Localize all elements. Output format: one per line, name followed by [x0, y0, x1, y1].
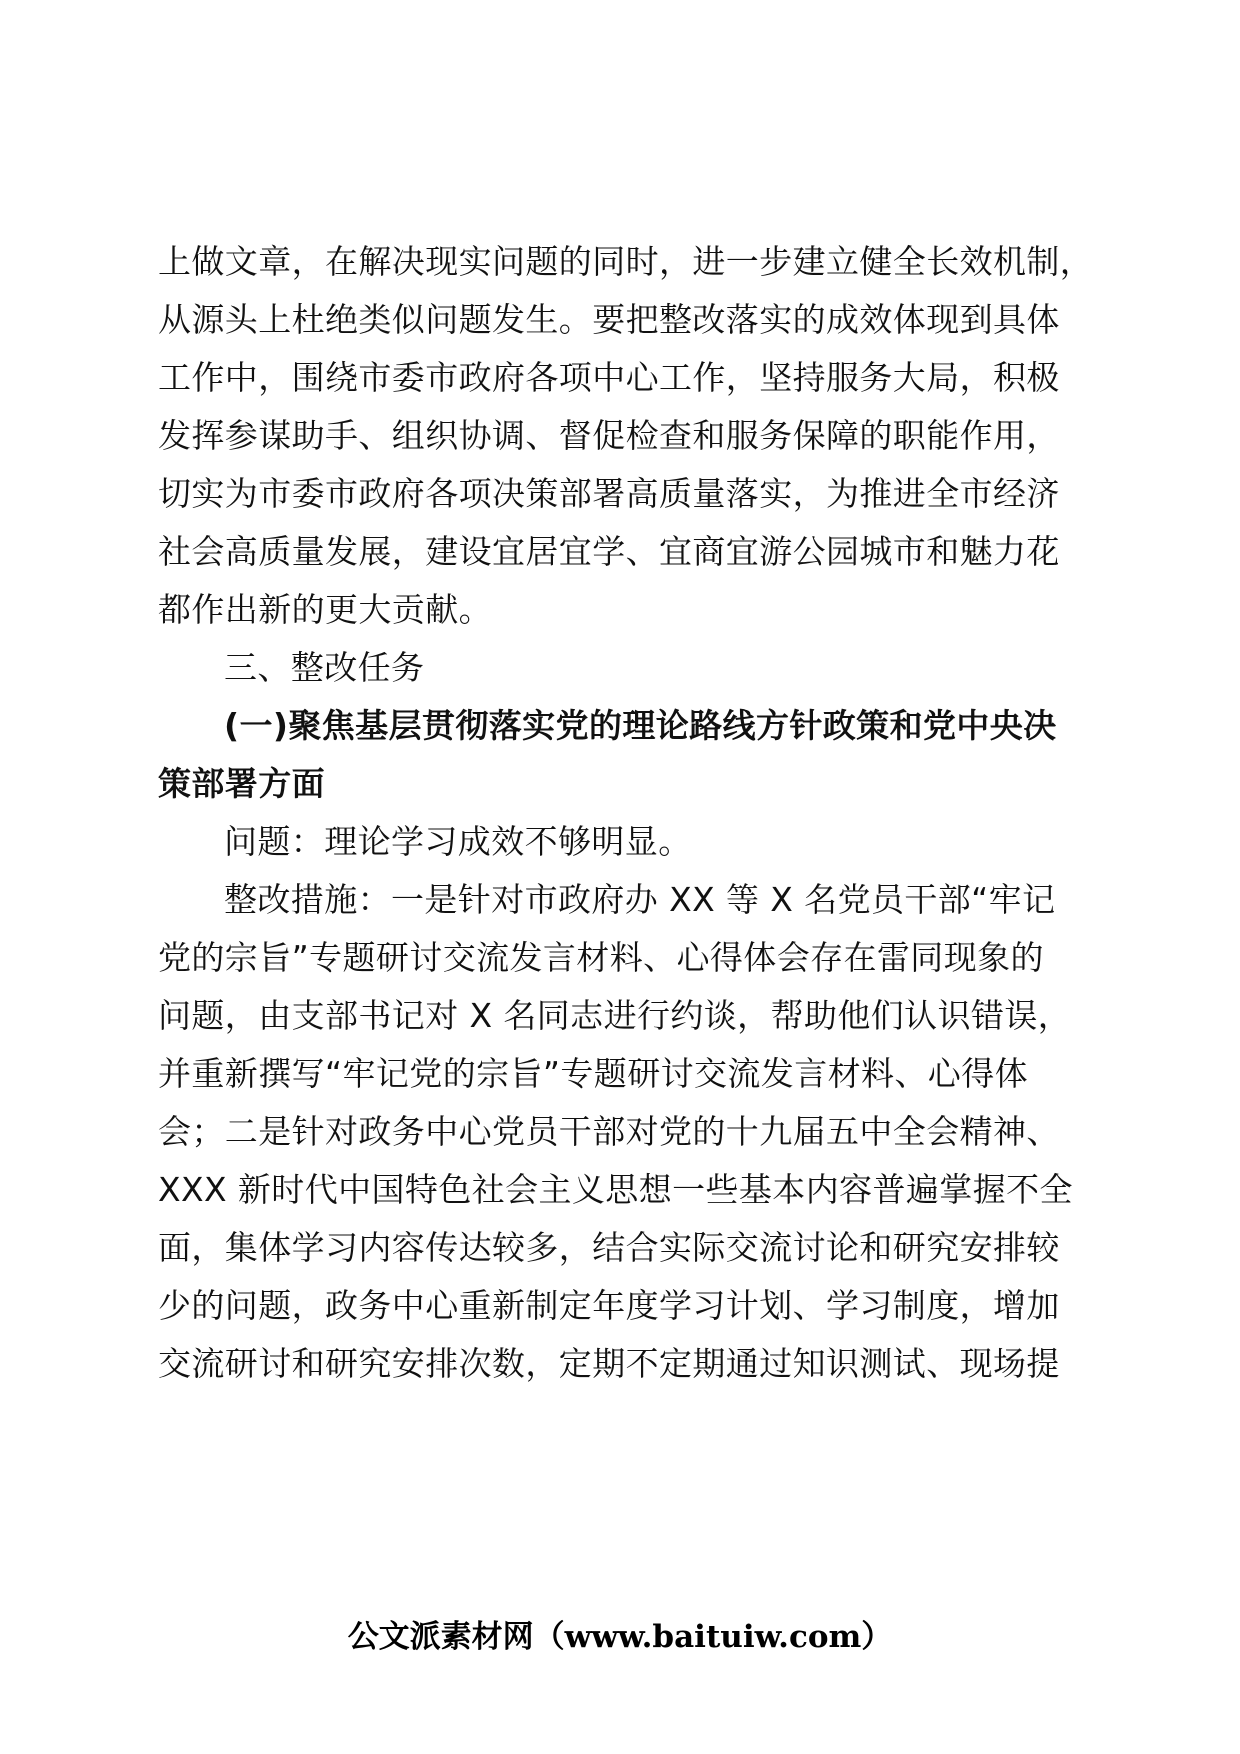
- paragraph-line: 都作出新的更大贡献。: [158, 590, 492, 629]
- measures-line: XXX 新时代中国特色社会主义思想一些基本内容普遍掌握不全: [158, 1170, 1073, 1209]
- measures-line: 交流研讨和研究安排次数，定期不定期通过知识测试、现场提: [158, 1344, 1060, 1383]
- measures-line: 党的宗旨”专题研讨交流发言材料、心得体会存在雷同现象的: [158, 938, 1044, 977]
- measures-line: 面，集体学习内容传达较多，结合实际交流讨论和研究安排较: [158, 1228, 1060, 1267]
- subheading-line: 策部署方面: [158, 764, 325, 803]
- paragraph-line: 发挥参谋助手、组织协调、督促检查和服务保障的职能作用，: [158, 416, 1060, 455]
- measures-line: 会；二是针对政务中心党员干部对党的十九届五中全会精神、: [158, 1112, 1060, 1151]
- paragraph-line: 上做文章，在解决现实问题的同时，进一步建立健全长效机制，: [158, 242, 1094, 281]
- paragraph-line: 从源头上杜绝类似问题发生。要把整改落实的成效体现到具体: [158, 300, 1060, 339]
- section-heading: 三、整改任务: [224, 648, 425, 687]
- measures-line: 并重新撰写“牢记党的宗旨”专题研讨交流发言材料、心得体: [158, 1054, 1028, 1093]
- measures-line: 少的问题，政务中心重新制定年度学习计划、学习制度，增加: [158, 1286, 1060, 1325]
- paragraph-line: 工作中，围绕市委市政府各项中心工作，坚持服务大局，积极: [158, 358, 1060, 397]
- subheading-line: (一)聚焦基层贯彻落实党的理论路线方针政策和党中央决: [224, 706, 1057, 745]
- measures-line: 问题，由支部书记对 X 名同志进行约谈，帮助他们认识错误，: [158, 996, 1072, 1035]
- measures-line: 整改措施：一是针对市政府办 XX 等 X 名党员干部“牢记: [224, 880, 1056, 919]
- paragraph-line: 切实为市委市政府各项决策部署高质量落实，为推进全市经济: [158, 474, 1060, 513]
- paragraph-line: 社会高质量发展，建设宜居宜学、宜商宜游公园城市和魅力花: [158, 532, 1060, 571]
- problem-statement: 问题：理论学习成效不够明显。: [224, 822, 692, 861]
- footer-watermark: 公文派素材网（www.baituiw.com）: [347, 1619, 893, 1655]
